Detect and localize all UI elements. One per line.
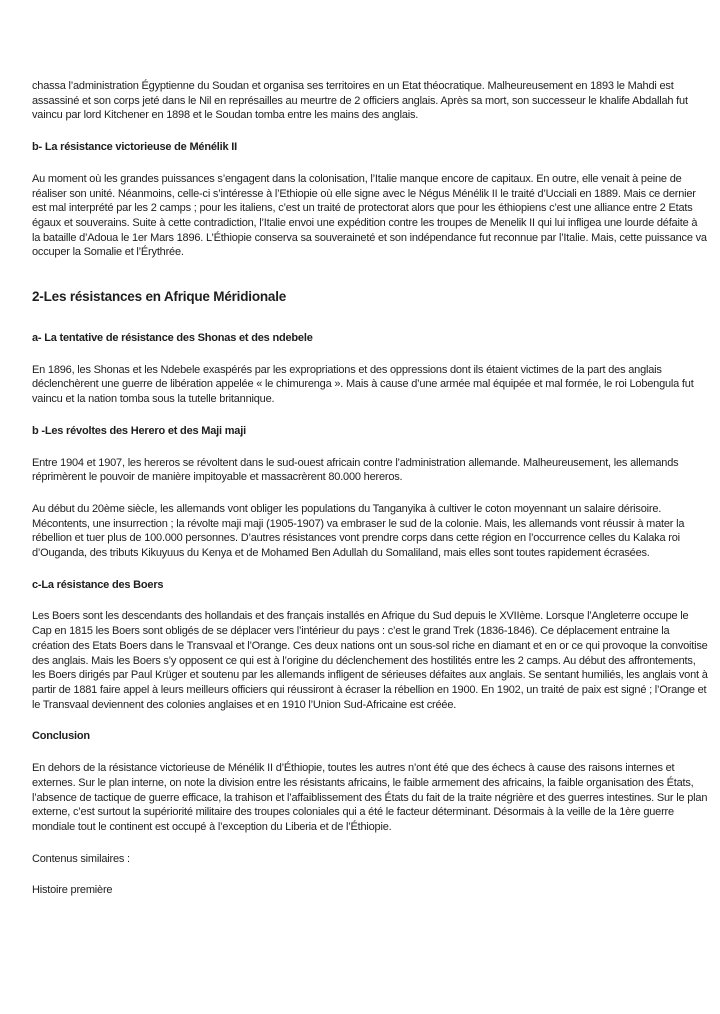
subheading-boers: c-La résistance des Boers [32, 578, 164, 591]
paragraph-chimurenga: En 1896, les Shonas et les Ndebele exaspérés par les expropriations et des oppressions dont ils étaient victimes de la part des anglais déclenchèrent une guerre de libération appelée « le chimurenga ». Mais à cause d’une armée mal équipée et mal formée, le roi Lobengula fut vaincu et la nation tomba sous la tutelle britannique. [32, 363, 694, 406]
paragraph-maji-maji: Au début du 20ème siècle, les allemands vont obliger les populations du Tanganyika à cultiver le coton moyennant un salaire dérisoire. Mécontents, une insurrection ; la révolte maji maji (1905-1907) va embraser le sud de la colonie. Mais, les allemands vont réussir à mater la rébellion et tuer plus de 100.000 personnes. D’autres résistances vont prendre corps dans cette région en l’occurrence celles du Kalaka roi d’Ouganda, des tributs Kikuyuus du Kenya et de Mohamed Ben Adullah du Somaliland, mais elles sont toutes rapidement écrasées. [32, 502, 685, 560]
paragraph-boers: Les Boers sont les descendants des hollandais et des français installés en Afrique du Sud depuis le XVIIème. Lorsque l’Angleterre occupe le Cap en 1815 les Boers sont obligés de se déplacer vers l’intérieur du pays : c’est le grand Trek (1836-1846). Ce déplacement entraine la création des Etats Boers dans le Transvaal et l’Orange. Ces deux nations ont un sous-sol riche en diamant et en or ce qui provoque la convoitise des anglais. Mais les Boers s’y opposent ce qui est à l’origine du déclenchement des hostilités entre les 2 camps. Au début des affrontements, les Boers dirigés par Paul Krüger et soutenu par les allemands infligent de sérieuses défaites aux anglais. Se sentant humiliés, les anglais vont à partir de 1881 faire appel à leurs meilleurs officiers qui réussiront à écraser la rébellion en 1900. En 1902, un traité de paix est signé ; l’Orange et le Transvaal deviennent des colonies anglaises et en 1910 l’Union Sud-Africaine est créée. [32, 610, 708, 711]
section-heading-afrique-meridionale: 2-Les résistances en Afrique Méridionale [32, 289, 287, 305]
paragraph-herero-revolte: Entre 1904 et 1907, les hereros se révoltent dans le sud-ouest africain contre l’administration allemande. Malheureusement, les allemands réprimèrent le pouvoir de manière impitoyable et massacrèrent 80.000 hereros. [32, 456, 679, 484]
subheading-resistance-menelik: b- La résistance victorieuse de Ménélik II [32, 141, 237, 154]
subheading-conclusion: Conclusion [32, 730, 90, 743]
related-link-histoire-premiere[interactable]: Histoire première [32, 884, 113, 897]
paragraph-italie-ethiopie: Au moment où les grandes puissances s’engagent dans la colonisation, l’Italie manque encore de capitaux. En outre, elle venait à peine de réaliser son unité. Néanmoins, celle-ci s’intéresse à l’Ethiopie où elle signe avec le Négus Ménélik II le traité d’Ucciali en 1889. Mais ce dernier est mal interprété par les 2 camps ; pour les italiens, c’est un traité de protectorat alors que pour les éthiopiens c’est une alliance entre 2 Etats égaux et souverains. Suite à cette contradiction, l’Italie envoi une expédition contre les troupes de Menelik II qui lui infligea une lourde défaite à la bataille d’Adoua le 1er Mars 1896. L’Éthiopie conserva sa souveraineté et son indépendance fut reconnue par l’Italie. Mais, cette puissance va occuper la Somalie et l’Érythrée. [32, 172, 707, 259]
related-content-label: Contenus similaires : [32, 852, 130, 865]
subheading-shonas-ndebele: a- La tentative de résistance des Shonas et des ndebele [32, 332, 313, 345]
paragraph-conclusion: En dehors de la résistance victorieuse de Ménélik II d’Éthiopie, toutes les autres n’ont été que des échecs à cause des raisons internes et externes. Sur le plan interne, on note la division entre les résistants africains, le faible armement des africains, la faible organisation des États, l’absence de tactique de guerre efficace, la trahison et l’affaiblissement des États du fait de la traite négrière et des guerres intestines. Sur le plan externe, c’est surtout la supériorité militaire des troupes coloniales qui a été le facteur déterminant. Désormais à la veille de la 1ère guerre mondiale tout le continent est occupé à l’exception du Liberia et de l’Éthiopie. [32, 762, 708, 833]
subheading-herero-maji-maji: b -Les révoltes des Herero et des Maji maji [32, 424, 246, 437]
paragraph-mahdi-soudan: chassa l’administration Égyptienne du Soudan et organisa ses territoires en un Etat théocratique. Malheureusement en 1893 le Mahdi est assassiné et son corps jeté dans le Nil en représailles au meurtre de 2 officiers anglais. Après sa mort, son successeur le khalife Abdallah fut vaincu par lord Kitchener en 1898 et le Soudan tomba entre les mains des anglais. [32, 80, 688, 122]
